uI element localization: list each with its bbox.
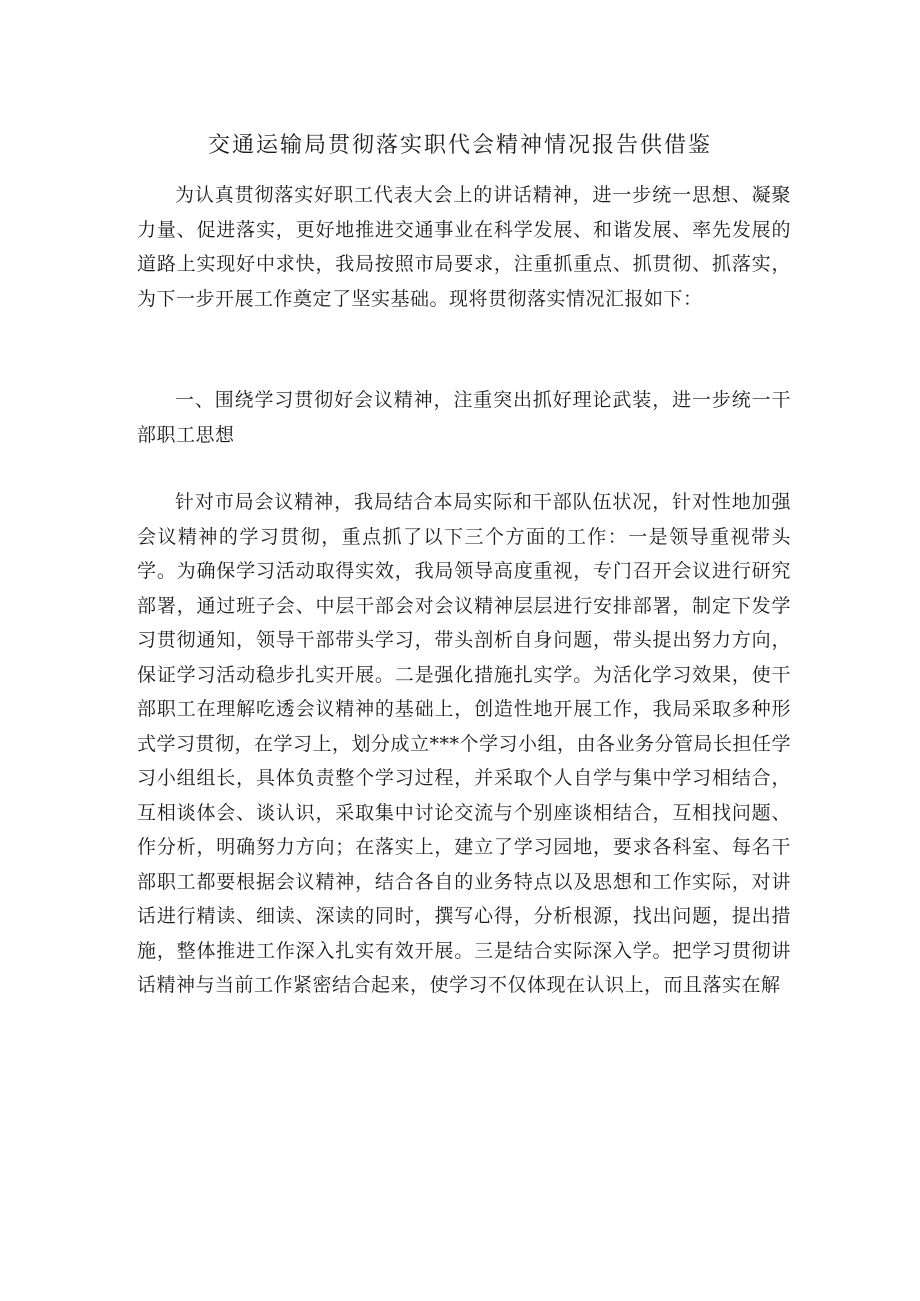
- intro-paragraph: 为认真贯彻落实好职工代表大会上的讲话精神，进一步统一思想、凝聚力量、促进落实，更好地推进交通事业在科学发展、和谐发展、率先发展的道路上实现好中求快，我局按照市局要求，注重抓重点、抓贯彻、抓落实，为下一步开展工作奠定了坚实基础。现将贯彻落实情况汇报如下：: [137, 184, 791, 310]
- document-title: 交通运输局贯彻落实职代会精神情况报告供借鉴: [207, 133, 712, 158]
- body-paragraph: 针对市局会议精神，我局结合本局实际和干部队伍状况，针对性地加强会议精神的学习贯彻，重点抓了以下三个方面的工作：一是领导重视带头学。为确保学习活动取得实效，我局领导高度重视，专门召开会议进行研究部署，通过班子会、中层干部会对会议精神层层进行安排部署，制定下发学习贯彻通知，领导干部带头学习，带头剖析自身问题，带头提出努力方向，保证学习活动稳步扎实开展。二是强化措施扎实学。为活化学习效果，使干部职工在理解吃透会议精神的基础上，创造性地开展工作，我局采取多种形式学习贯彻，在学习上，划分成立***个学习小组，由各业务分管局长担任学习小组组长，具体负责整个学习过程，并采取个人自学与集中学习相结合，互相谈体会、谈认识，采取集中讨论交流与个别座谈相结合，互相找问题、作分析，明确努力方向；在落实上，建立了学习园地，要求各科室、每名干部职工都要根据会议精神，结合各自的业务特点以及思想和工作实际，对讲话进行精读、细读、深读的同时，撰写心得，分析根源，找出问题，提出措施，整体推进工作深入扎实有效开展。三是结合实际深入学。把学习贯彻讲话精神与当前工作紧密结合起来，使学习不仅体现在认识上，而且落实在解: [137, 491, 792, 996]
- section-heading-1: 一、围绕学习贯彻好会议精神，注重突出抓好理论武装，进一步统一干部职工思想: [137, 389, 791, 446]
